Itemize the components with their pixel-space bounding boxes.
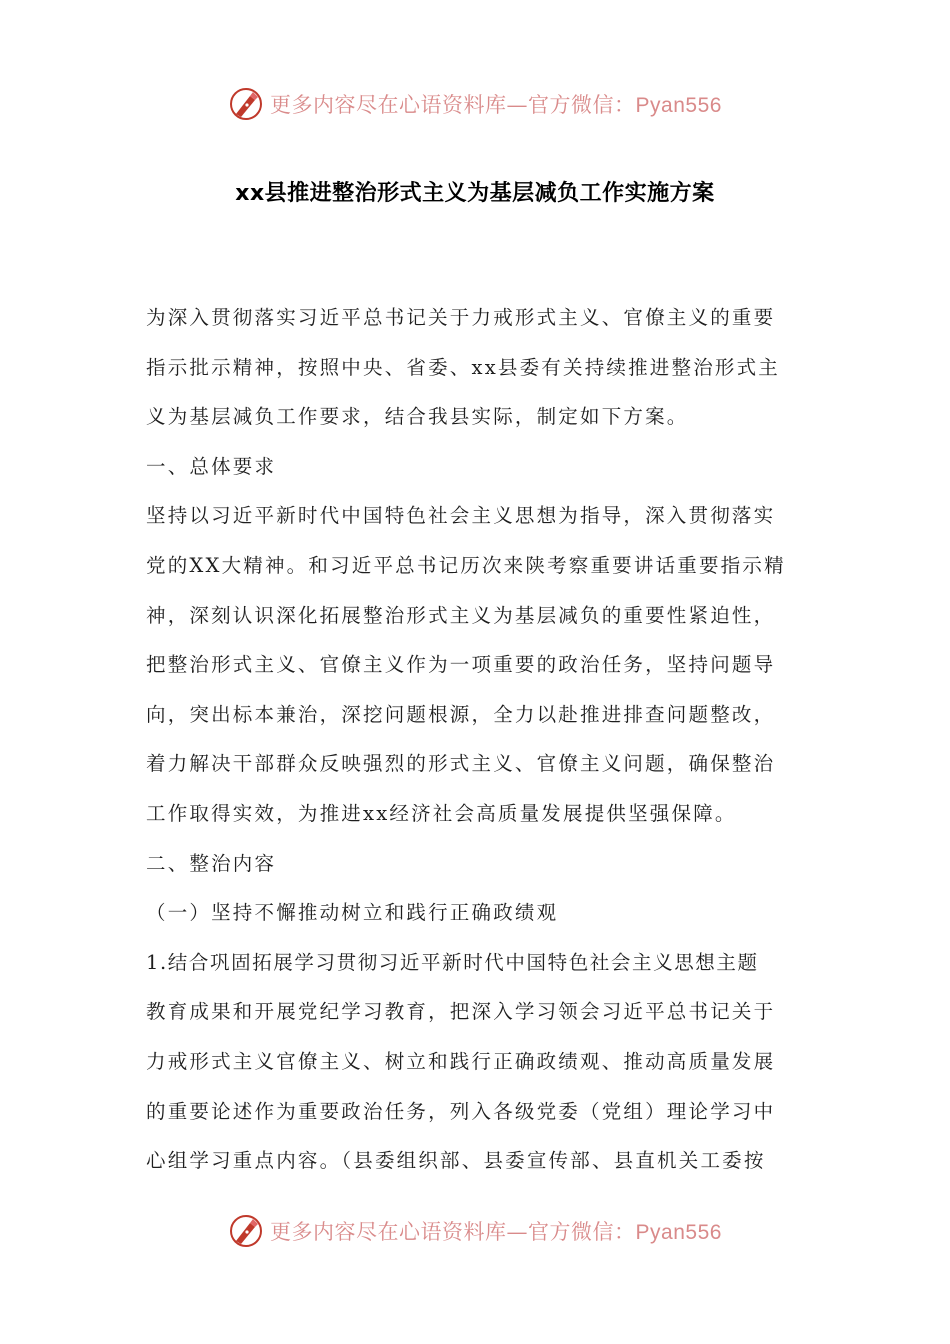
pen-nib-circle-icon — [228, 86, 264, 122]
pen-nib-circle-icon — [228, 1213, 264, 1249]
footer-watermark-text: 更多内容尽在心语资料库—官方微信：Pyan556 — [270, 1220, 722, 1244]
header-watermark-handle: Pyan556 — [635, 94, 722, 117]
section-heading: 二、整治内容 — [146, 851, 277, 875]
body-line: 力戒形式主义官僚主义、树立和践行正确政绩观、推动高质量发展 — [146, 1049, 776, 1073]
body-line: 工作取得实效，为推进xx经济社会高质量发展提供坚强保障。 — [146, 801, 737, 825]
body-line: 1.结合巩固拓展学习贯彻习近平新时代中国特色社会主义思想主题 — [146, 950, 759, 974]
body-line: 的重要论述作为重要政治任务，列入各级党委（党组）理论学习中 — [146, 1099, 776, 1123]
body-line: 指示批示精神，按照中央、省委、xx县委有关持续推进整治形式主 — [146, 355, 780, 379]
footer-watermark-banner — [0, 1209, 950, 1253]
body-line: 教育成果和开展党纪学习教育，把深入学习领会习近平总书记关于 — [146, 1000, 776, 1024]
section-heading: 一、总体要求 — [146, 454, 277, 478]
body-line: 向，突出标本兼治，深挖问题根源，全力以赴推进排查问题整改， — [146, 702, 776, 726]
body-line: 坚持以习近平新时代中国特色社会主义思想为指导，深入贯彻落实 — [146, 504, 776, 528]
footer-watermark-handle: Pyan556 — [635, 1221, 722, 1244]
body-line: 把整治形式主义、官僚主义作为一项重要的政治任务，坚持问题导 — [146, 653, 776, 677]
document-title: xx县推进整治形式主义为基层减负工作实施方案 — [235, 181, 715, 206]
subsection-heading: （一）坚持不懈推动树立和践行正确政绩观 — [146, 901, 559, 925]
body-line: 着力解决干部群众反映强烈的形式主义、官僚主义问题，确保整治 — [146, 752, 776, 776]
body-line: 为深入贯彻落实习近平总书记关于力戒形式主义、官僚主义的重要 — [146, 306, 776, 329]
body-line: 义为基层减负工作要求，结合我县实际，制定如下方案。 — [146, 405, 689, 429]
body-line: 党的XX大精神。和习近平总书记历次来陕考察重要讲话重要指示精 — [146, 553, 786, 577]
body-line: 心组学习重点内容。（县委组织部、县委宣传部、县直机关工委按 — [146, 1149, 766, 1173]
document-body — [146, 298, 806, 1191]
header-watermark-text: 更多内容尽在心语资料库—官方微信：Pyan556 — [270, 93, 722, 117]
body-line: 神，深刻认识深化拓展整治形式主义为基层减负的重要性紧迫性， — [146, 603, 776, 627]
header-watermark-banner — [0, 82, 950, 126]
